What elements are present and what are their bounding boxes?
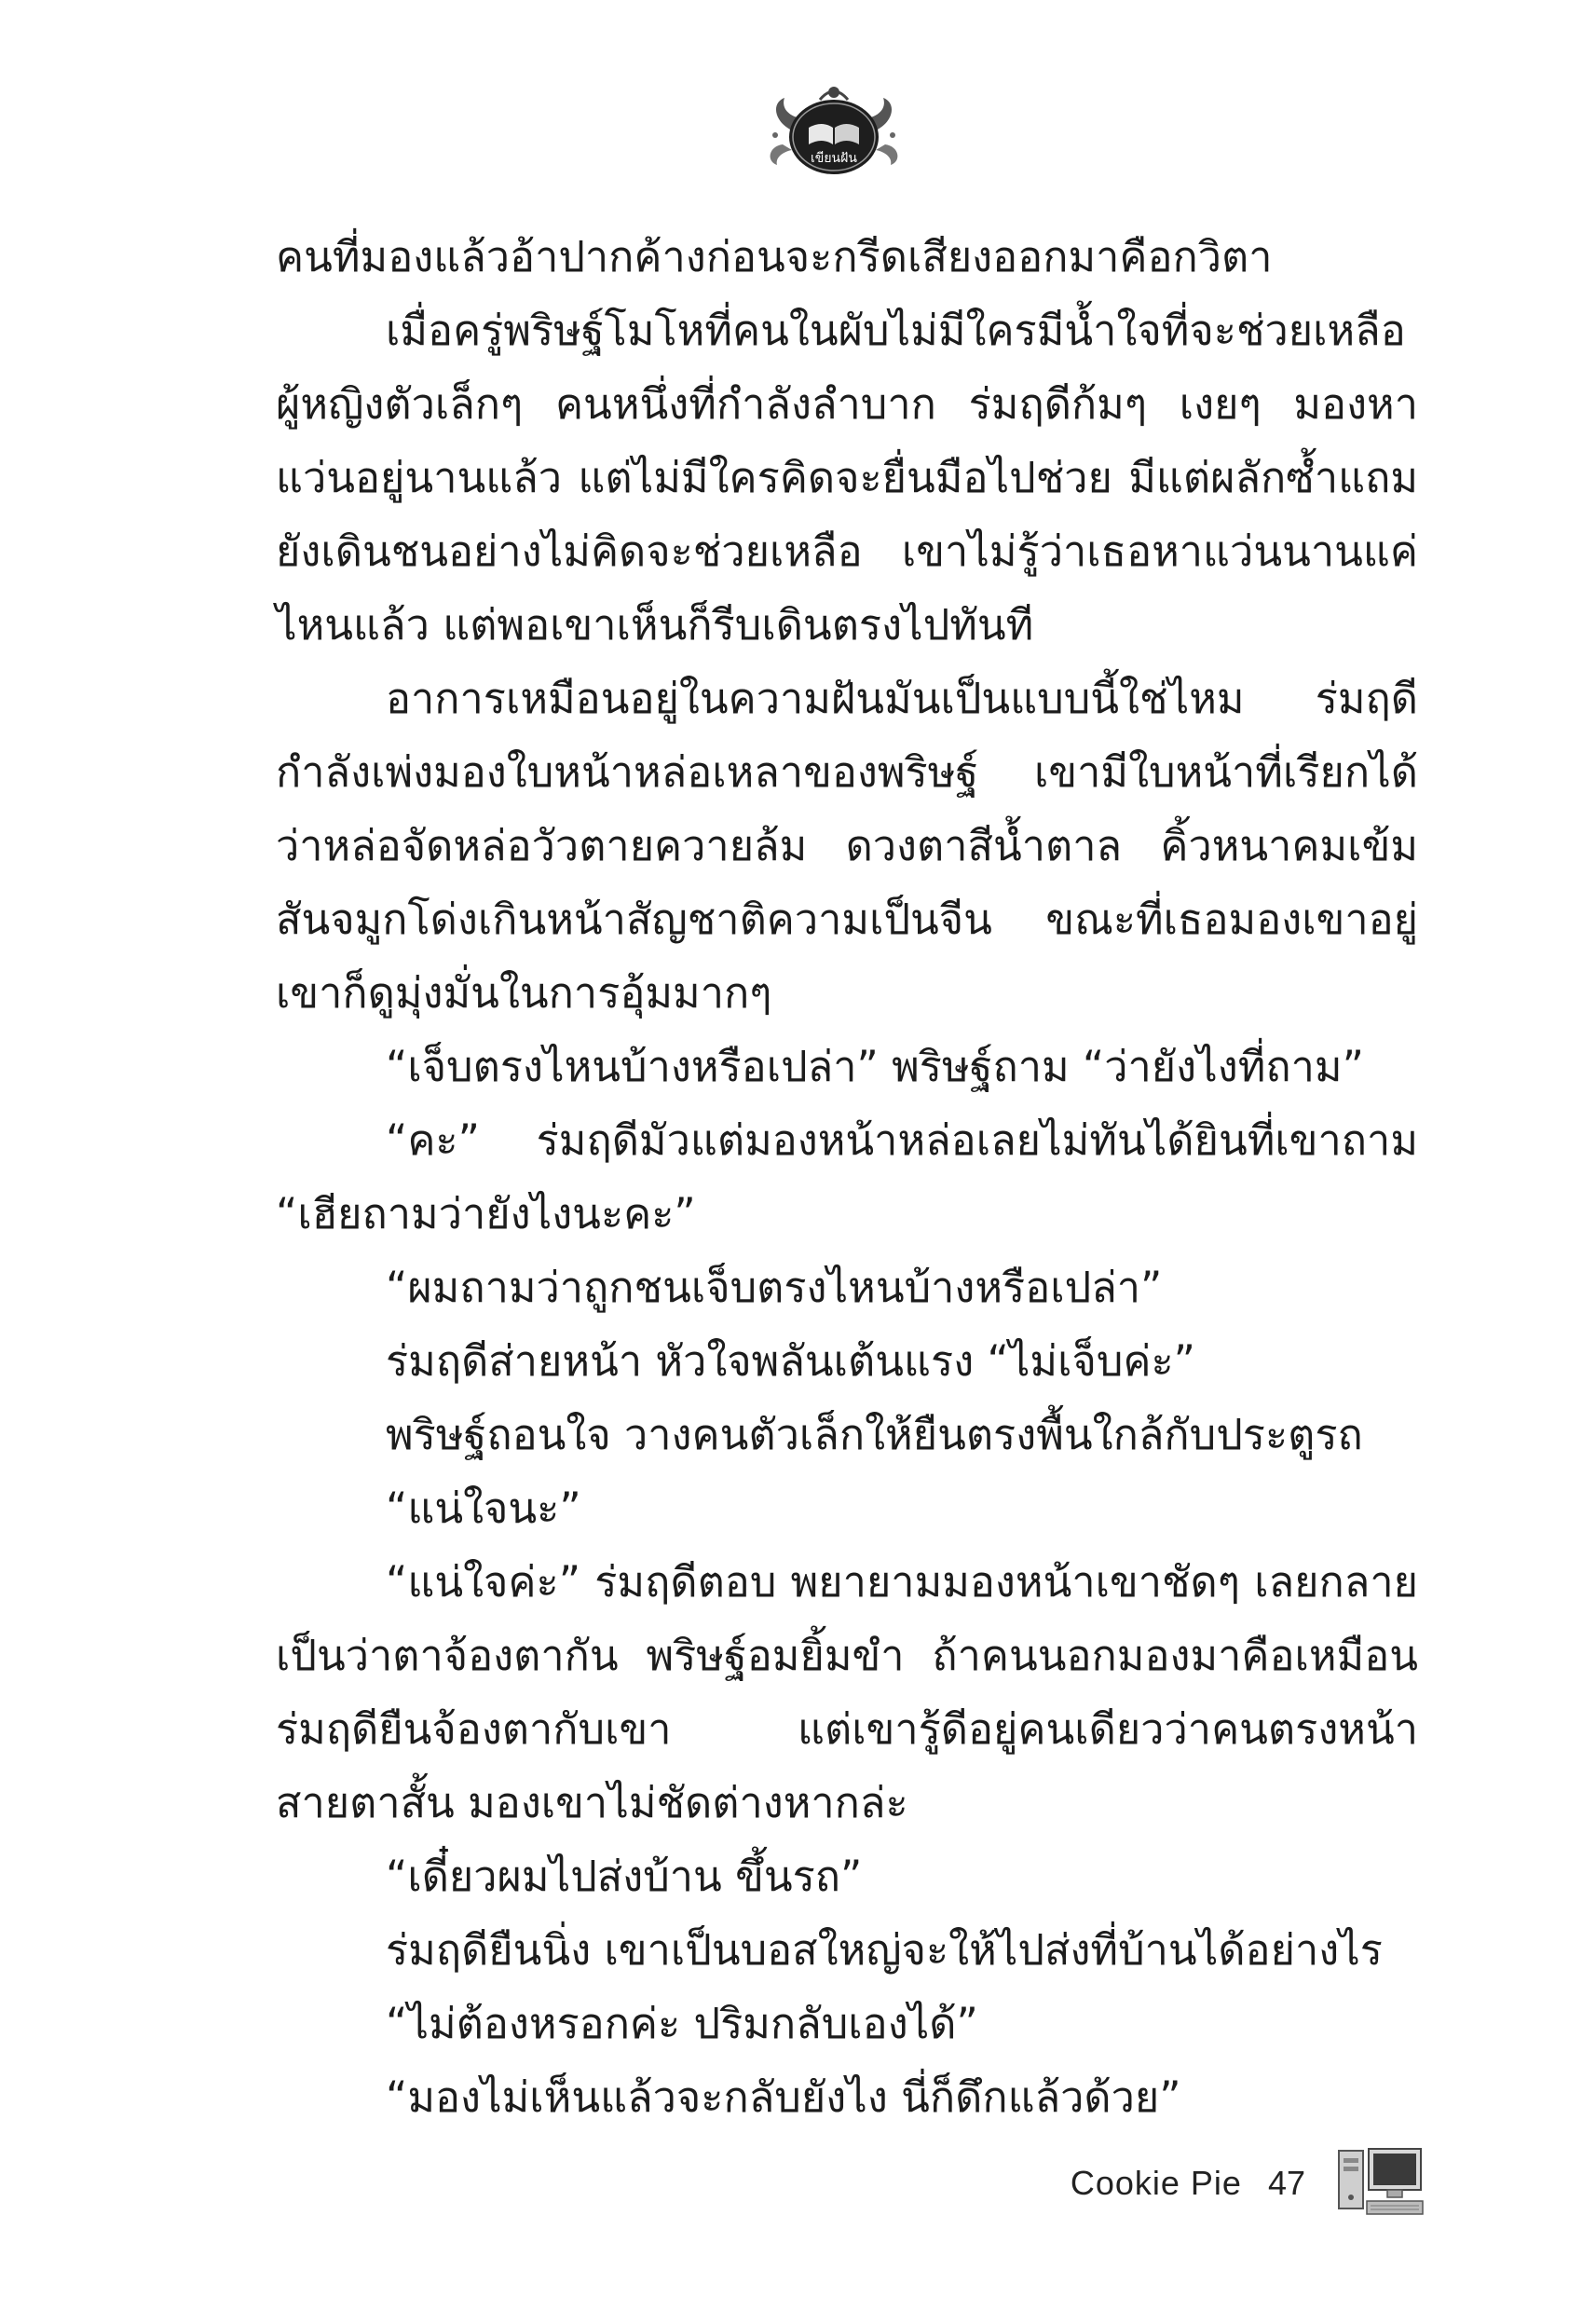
paragraph: อาการเหมือนอยู่ในความฝันมันเป็นแบบนี้ใช่ไหม ร่มฤดีกำลังเพ่งมองใบหน้าหล่อเหลาของพริษฐ์ เขามีใบหน้าที่เรียกได้ว่าหล่อจัดหล่อวัวตายควายล้ม ดวงตาสีน้ำตาล คิ้วหนาคมเข้ม สันจมูกโด่งเกินหน้าสัญชาติความเป็นจีน ขณะที่เธอมองเขาอยู่เขาก็ดูมุ่งมั่นในการอุ้มมากๆ: [276, 674, 1418, 1018]
paragraph: พริษฐ์ถอนใจ วางคนตัวเล็กให้ยืนตรงพื้นใกล้กับประตูรถ: [386, 1410, 1363, 1459]
paragraph: ร่มฤดีส่ายหน้า หัวใจพลันเต้นแรง “ไม่เจ็บค่ะ”: [386, 1336, 1195, 1386]
logo-text: เขียนฝัน: [811, 151, 857, 166]
desktop-computer-icon: [1333, 2143, 1426, 2223]
paragraph: “มองไม่เห็นแล้วจะกลับยังไง นี่ก็ดึกแล้วด้วย”: [386, 2072, 1181, 2122]
paragraph: “แน่ใจนะ”: [386, 1484, 581, 1533]
page-number: 47: [1267, 2164, 1305, 2202]
page-footer: [1071, 2143, 1426, 2223]
book-title: Cookie Pie: [1070, 2164, 1242, 2202]
paragraph: คนที่มองแล้วอ้าปากค้างก่อนจะกรีดเสียงออกมาคือกวิตา: [276, 232, 1273, 281]
body-text: [276, 220, 1418, 2134]
paragraph: เมื่อครู่พริษฐ์โมโหที่คนในผับไม่มีใครมีน้ำใจที่จะช่วยเหลือผู้หญิงตัวเล็กๆ คนหนึ่งที่กำลังลำบาก ร่มฤดีก้มๆ เงยๆ มองหาแว่นอยู่นานแล้ว แต่ไม่มีใครคิดจะยื่นมือไปช่วย มีแต่ผลักซ้ำแถมยังเดินชนอย่างไม่คิดจะช่วยเหลือ เขาไม่รู้ว่าเธอหาแว่นนานแค่ไหนแล้ว แต่พอเขาเห็นก็รีบเดินตรงไปทันที: [276, 306, 1418, 650]
paragraph: “เจ็บตรงไหนบ้างหรือเปล่า” พริษฐ์ถาม “ว่ายังไงที่ถาม”: [386, 1042, 1364, 1091]
paragraph: “เดี๋ยวผมไปส่งบ้าน ขึ้นรถ”: [386, 1852, 863, 1901]
paragraph: “แน่ใจค่ะ” ร่มฤดีตอบ พยายามมองหน้าเขาชัดๆ เลยกลายเป็นว่าตาจ้องตากัน พริษฐ์อมยิ้มขำ ถ้าคนนอกมองมาคือเหมือนร่มฤดียืนจ้องตากับเขา แต่เขารู้ดีอยู่คนเดียวว่าคนตรงหน้าสายตาสั้น มองเขาไม่ชัดต่างหากล่ะ: [276, 1557, 1418, 1827]
paragraph: “ผมถามว่าถูกชนเจ็บตรงไหนบ้างหรือเปล่า”: [386, 1263, 1163, 1312]
paragraph: ร่มฤดียืนนิ่ง เขาเป็นบอสใหญ่จะให้ไปส่งที่บ้านได้อย่างไร: [386, 1925, 1383, 1975]
book-wings-emblem-icon: [764, 79, 904, 182]
paragraph: “คะ” ร่มฤดีมัวแต่มองหน้าหล่อเลยไม่ทันได้ยินที่เขาถาม “เฮียถามว่ายังไงนะคะ”: [276, 1115, 1418, 1238]
paragraph: “ไม่ต้องหรอกค่ะ ปริมกลับเองได้”: [386, 1999, 978, 2048]
